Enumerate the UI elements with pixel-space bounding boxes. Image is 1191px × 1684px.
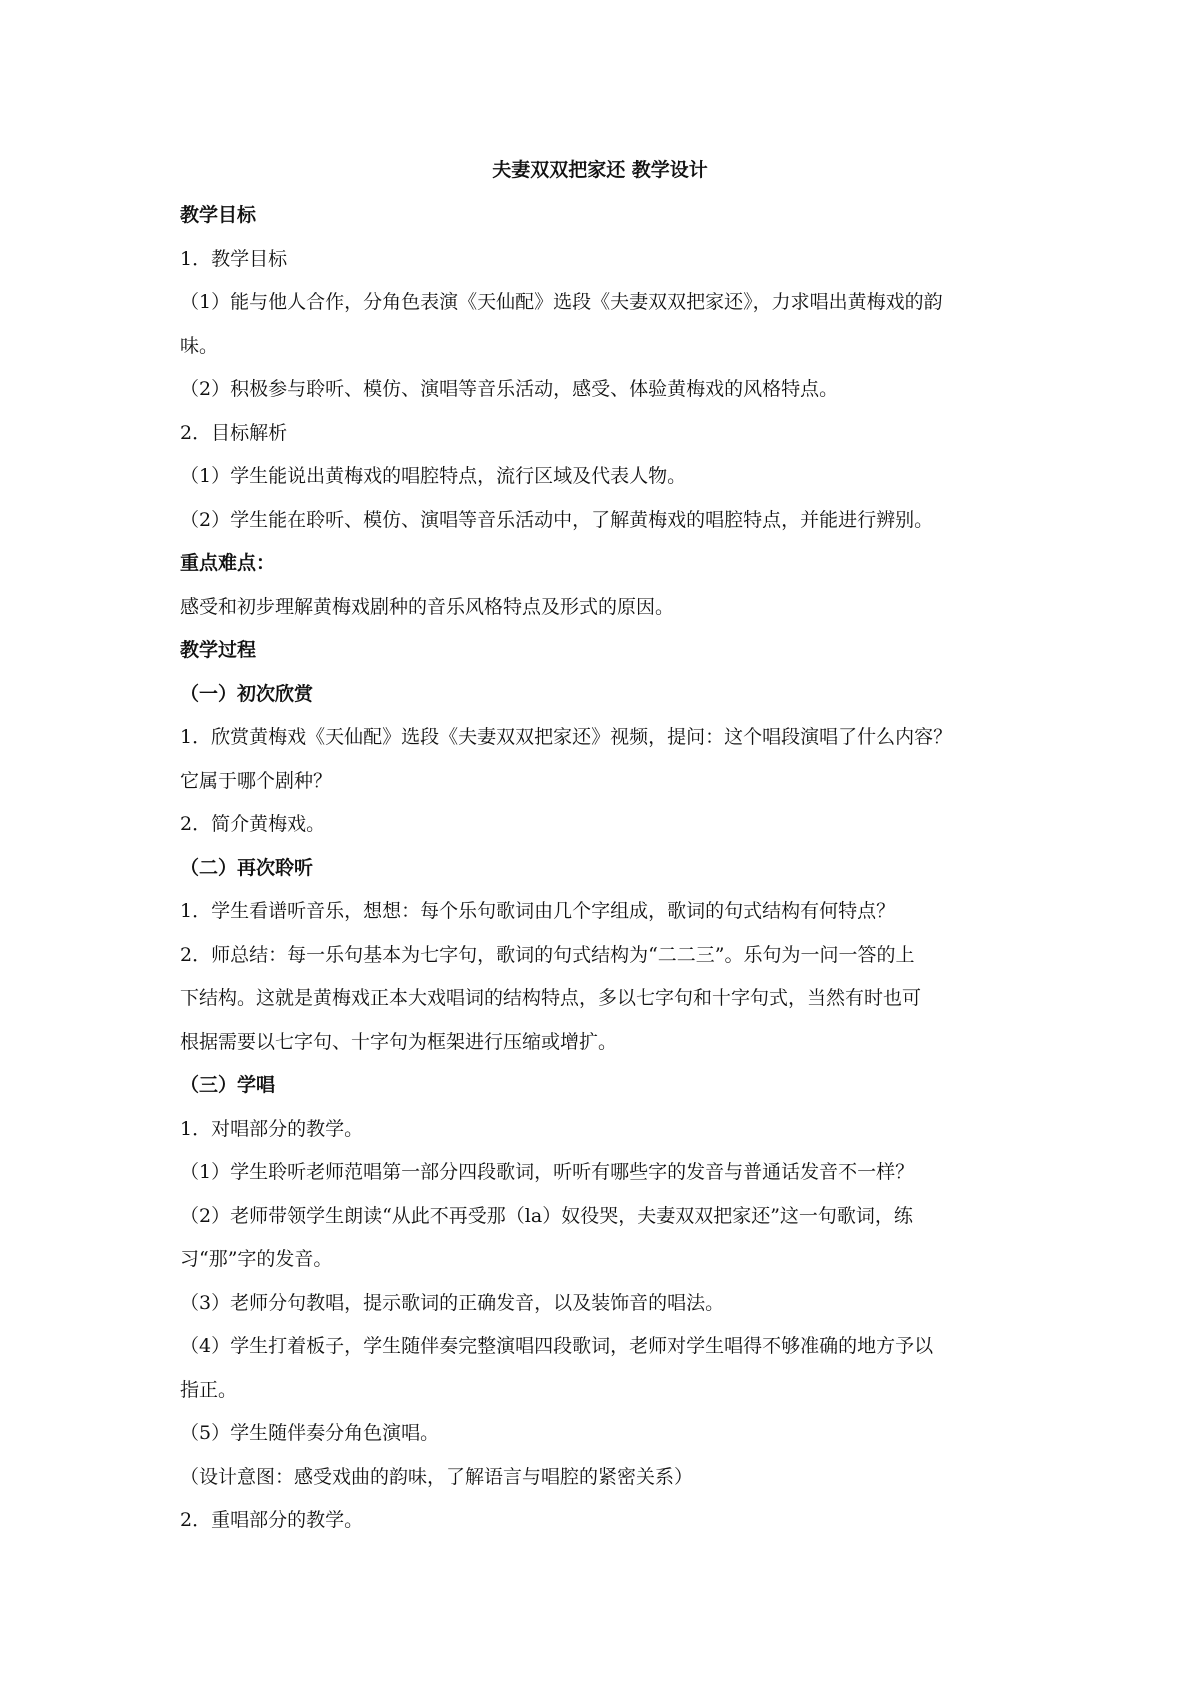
document-body <box>180 150 1020 1543</box>
subheading-first-listen: （一）初次欣赏 <box>180 682 314 705</box>
paragraph-goal-2-1: （1）学生能说出黄梅戏的唱腔特点，流行区域及代表人物。 <box>180 465 687 487</box>
paragraph-second-listen-1: 1．学生看谱听音乐，想想：每个乐句歌词由几个字组成，歌词的句式结构有何特点？ <box>180 900 896 922</box>
paragraph-learn-1-5: （5）学生随伴奏分角色演唱。 <box>180 1422 440 1444</box>
paragraph-second-listen-2: 2．师总结：每一乐句基本为七字句，歌词的句式结构为“二二三”。乐句为一问一答的上 <box>180 943 915 966</box>
paragraph-goal-2-2: （2）学生能在聆听、模仿、演唱等音乐活动中，了解黄梅戏的唱腔特点，并能进行辨别。 <box>180 508 934 531</box>
paragraph-learn-1-4-cont: 指正。 <box>180 1378 238 1401</box>
paragraph-learn-1-1: （1）学生聆听老师范唱第一部分四段歌词，听听有哪些字的发音与普通话发音不一样？ <box>180 1161 915 1183</box>
paragraph-design-intent: （设计意图：感受戏曲的韵味，了解语言与唱腔的紧密关系） <box>180 1465 694 1488</box>
section-heading-key-points: 重点难点： <box>180 552 276 574</box>
paragraph-key-points: 感受和初步理解黄梅戏剧种的音乐风格特点及形式的原因。 <box>180 595 675 618</box>
paragraph-learn-1-2: （2）老师带领学生朗读“从此不再受那（la）奴役哭，夫妻双双把家还”这一句歌词，练 <box>180 1204 913 1227</box>
subheading-learn-sing: （三）学唱 <box>180 1074 276 1096</box>
paragraph-first-listen-2: 2．简介黄梅戏。 <box>180 813 326 835</box>
paragraph-first-listen-1-cont: 它属于哪个剧种？ <box>180 769 333 792</box>
paragraph-goal-1-2: （2）积极参与聆听、模仿、演唱等音乐活动，感受、体验黄梅戏的风格特点。 <box>180 378 839 400</box>
document-title: 夫妻双双把家还 教学设计 <box>492 159 708 181</box>
paragraph-learn-1-3: （3）老师分句教唱，提示歌词的正确发音，以及装饰音的唱法。 <box>180 1291 725 1314</box>
paragraph-goal-2: 2．目标解析 <box>180 421 288 444</box>
paragraph-goal-1: 1．教学目标 <box>180 247 288 270</box>
paragraph-second-listen-2-cont2: 根据需要以七字句、十字句为框架进行压缩或增扩。 <box>180 1030 618 1053</box>
subheading-second-listen: （二）再次聆听 <box>180 856 314 879</box>
paragraph-goal-1-1-cont: 味。 <box>180 334 219 357</box>
paragraph-learn-1-2-cont: 习“那”字的发音。 <box>180 1248 333 1270</box>
paragraph-first-listen-1: 1．欣赏黄梅戏《天仙配》选段《夫妻双双把家还》视频，提问：这个唱段演唱了什么内容？ <box>180 726 953 748</box>
section-heading-teaching-goals: 教学目标 <box>180 204 257 226</box>
section-heading-process: 教学过程 <box>180 639 257 661</box>
paragraph-learn-1: 1．对唱部分的教学。 <box>180 1117 364 1140</box>
paragraph-learn-2: 2．重唱部分的教学。 <box>180 1509 364 1531</box>
paragraph-second-listen-2-cont: 下结构。这就是黄梅戏正本大戏唱词的结构特点，多以七字句和十字句式，当然有时也可 <box>180 987 922 1009</box>
paragraph-learn-1-4: （4）学生打着板子，学生随伴奏完整演唱四段歌词，老师对学生唱得不够准确的地方予以 <box>180 1335 934 1357</box>
paragraph-goal-1-1: （1）能与他人合作，分角色表演《天仙配》选段《夫妻双双把家还》，力求唱出黄梅戏的韵 <box>180 291 943 313</box>
